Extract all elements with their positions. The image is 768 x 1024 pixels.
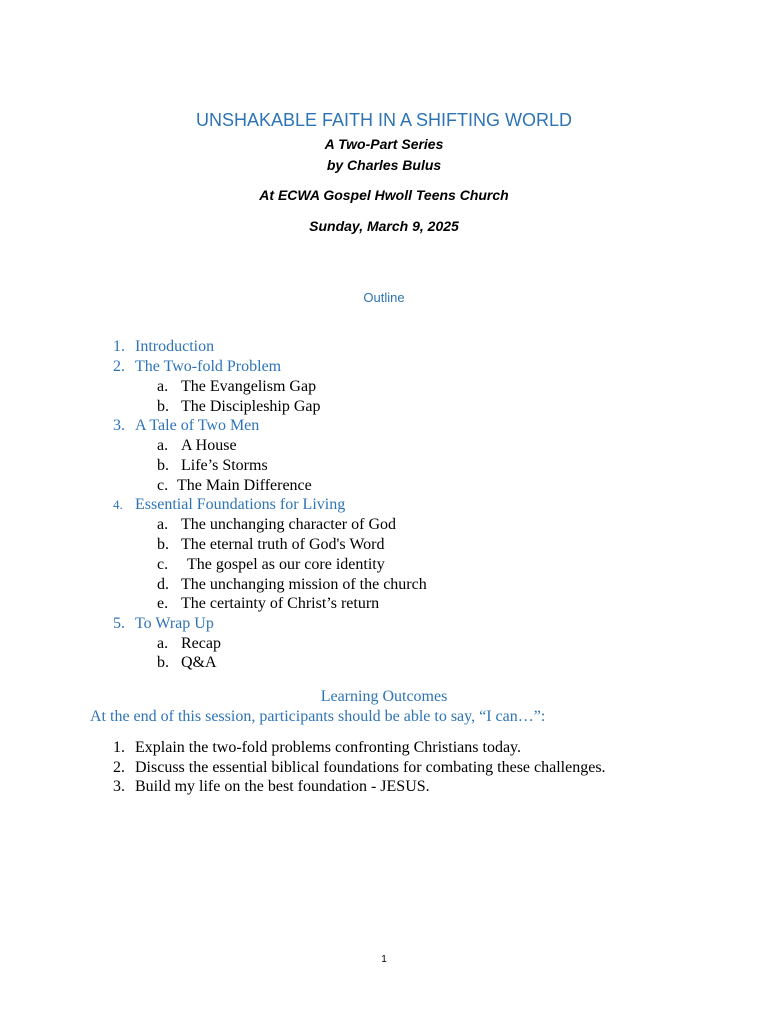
learning-outcome-item bbox=[113, 758, 606, 778]
outline-subitem bbox=[157, 476, 312, 496]
outline-item bbox=[113, 495, 345, 515]
outline-subitem-letter: b. bbox=[157, 457, 169, 474]
learning-outcome-item bbox=[113, 777, 430, 797]
outline-subitem-label: The Discipleship Gap bbox=[181, 398, 321, 415]
outline-subitem-letter: b. bbox=[157, 654, 169, 671]
outline-item-number: 3. bbox=[113, 417, 125, 434]
learning-outcome-label: Explain the two-fold problems confronting Christians today. bbox=[135, 739, 522, 756]
outline-subitem bbox=[157, 436, 237, 456]
outline-heading: Outline bbox=[363, 290, 405, 305]
outline-subitem-label: The Evangelism Gap bbox=[181, 378, 317, 395]
outline-item-label: To Wrap Up bbox=[135, 615, 214, 632]
learning-outcomes-intro: At the end of this session, participants should be able to say, “I can…”: bbox=[90, 708, 546, 725]
outline-item-number: 5. bbox=[113, 615, 125, 632]
outline-subitem bbox=[157, 535, 384, 555]
outline-subitem-letter: a. bbox=[157, 437, 169, 454]
learning-outcome-number: 3. bbox=[113, 778, 125, 795]
outline-item-number: 2. bbox=[113, 358, 125, 375]
outline-item-label: Introduction bbox=[135, 338, 215, 355]
outline-subitem-label: The unchanging mission of the church bbox=[181, 576, 427, 593]
outline-subitem-label: The certainty of Christ’s return bbox=[181, 595, 380, 612]
learning-outcome-number: 2. bbox=[113, 759, 125, 776]
outline-subitem-label: The eternal truth of God's Word bbox=[181, 536, 385, 553]
outline-subitem-label: A House bbox=[181, 437, 237, 454]
outline-item-label: A Tale of Two Men bbox=[135, 417, 260, 434]
outline-item bbox=[113, 416, 259, 436]
outline-subitem bbox=[157, 575, 427, 595]
outline-item-number: 4. bbox=[113, 497, 123, 512]
outline-subitem-label: The gospel as our core identity bbox=[187, 556, 385, 573]
outline-subitem-letter: d. bbox=[157, 576, 169, 593]
outline-subitem bbox=[157, 653, 217, 673]
outline-item-number: 1. bbox=[113, 338, 125, 355]
outline-subitem-letter: c. bbox=[157, 556, 169, 573]
learning-outcome-number: 1. bbox=[113, 739, 125, 756]
outline-subitem bbox=[157, 555, 385, 575]
outline-subitem-letter: b. bbox=[157, 398, 169, 415]
outline-subitem bbox=[157, 377, 316, 397]
outline-item-label: The Two-fold Problem bbox=[135, 358, 282, 375]
outline-item bbox=[113, 337, 214, 357]
venue-line: At ECWA Gospel Hwoll Teens Church bbox=[259, 187, 509, 203]
page-number: 1 bbox=[381, 954, 387, 965]
outline-subitem bbox=[157, 594, 379, 614]
learning-outcome-label: Build my life on the best foundation - JESUS. bbox=[135, 778, 430, 795]
outline-subitem-label: Life’s Storms bbox=[181, 457, 268, 474]
outline-subitem-letter: c. bbox=[157, 477, 169, 494]
author-line: by Charles Bulus bbox=[326, 157, 442, 173]
outline-item-label: Essential Foundations for Living bbox=[135, 496, 346, 513]
date-line: Sunday, March 9, 2025 bbox=[309, 218, 459, 234]
outline-subitem-label: The Main Difference bbox=[177, 477, 312, 494]
outline-subitem-label: Recap bbox=[181, 635, 221, 652]
outline-subitem bbox=[157, 456, 268, 476]
outline-subitem-letter: e. bbox=[157, 595, 169, 612]
outline-subitem bbox=[157, 397, 321, 417]
learning-outcome-label: Discuss the essential biblical foundations for combating these challenges. bbox=[135, 759, 606, 776]
outline-subitem-label: The unchanging character of God bbox=[181, 516, 397, 533]
outline-subitem bbox=[157, 634, 221, 654]
outline-subitem-letter: a. bbox=[157, 635, 169, 652]
outline-item bbox=[113, 614, 214, 634]
learning-outcomes-heading: Learning Outcomes bbox=[320, 688, 448, 705]
learning-outcome-item bbox=[113, 738, 521, 758]
outline-subitem-letter: a. bbox=[157, 516, 169, 533]
outline-subitem-letter: b. bbox=[157, 536, 169, 553]
document-title: UNSHAKABLE FAITH IN A SHIFTING WORLD bbox=[195, 110, 573, 130]
outline-subitem-label: Q&A bbox=[181, 654, 217, 671]
outline-subitem bbox=[157, 515, 396, 535]
series-subtitle: A Two-Part Series bbox=[324, 136, 444, 152]
outline-subitem-letter: a. bbox=[157, 378, 169, 395]
outline-item bbox=[113, 357, 281, 377]
